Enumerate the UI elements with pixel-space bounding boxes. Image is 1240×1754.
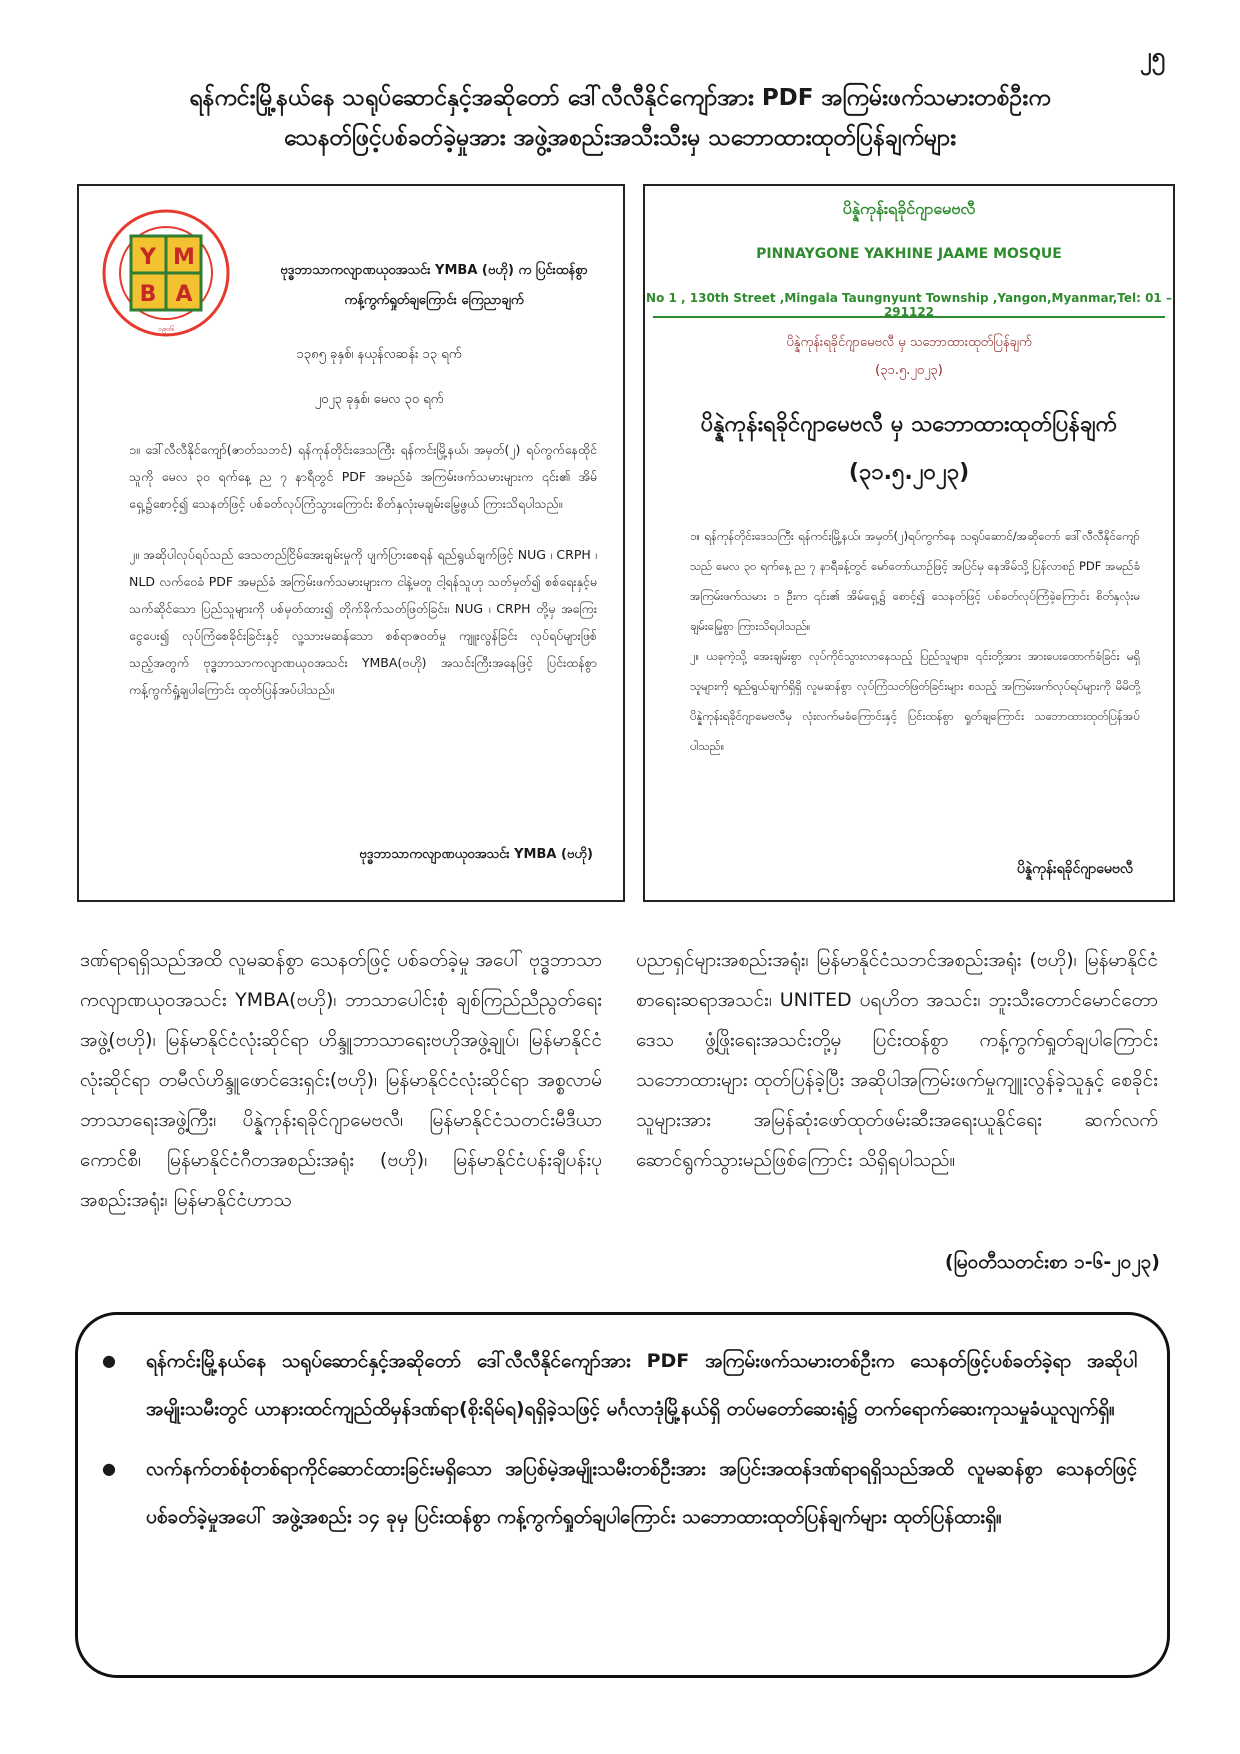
mosque-name-mm: ပိန္နဲကုန်းရခိုင်ဂျာမေဗလီ — [842, 199, 976, 218]
logo-year: ၁၉၀၆ — [158, 325, 174, 333]
summary-bullet-1: ● ရန်ကင်းမြို့နယ်နေ သရုပ်ဆောင်နှင့်အဆိုတော် ဒေါ်လီလီနိုင်ကျော်အား PDF အကြမ်းဖက်သမားတစ်ဦးက သေနတ်ဖြင့်ပစ်ခတ်ခဲ့ရာ အဆိုပါအမျိုးသမီးတွင် ယာနားထင်ကျည်ထိမှန်ဒဏ်ရာ(စိုးရိမ်ရ)ရရှိခဲ့သဖြင့် မင်္ဂလာဒုံမြို့နယ်ရှိ တပ်မတော်ဆေးရုံ၌ တက်ရောက်ဆေးကုသမှုခံယူလျက်ရှိ။ — [146, 1337, 1137, 1433]
mosque-title-line-1: ပိန္နဲကုန်းရခိုင်ဂျာမေဗလီ မှ သဘောထားထုတ်ပြန်ချက် — [700, 412, 1118, 437]
summary-list — [78, 1315, 1167, 1541]
headline-line-2: သေနတ်ဖြင့်ပစ်ခတ်ခဲ့မှုအား အဖွဲ့အစည်းအသီးသီးမှ သဘောထားထုတ်ပြန်ချက်များ — [283, 125, 957, 151]
mosque-subheading: ပိန္နဲကုန်းရခိုင်ဂျာမေဗလီ မှ သဘောထားထုတ်ပြန်ချက် — [786, 335, 1032, 350]
summary-box — [75, 1312, 1170, 1678]
mosque-address: No 1 , 130th Street ,Mingala Taungnyunt Township ,Yangon,Myanmar,Tel: 01 – 291122 — [646, 291, 1172, 319]
mosque-statement — [643, 184, 1175, 902]
logo-letter-y: Y — [140, 245, 156, 270]
mosque-name-en: PINNAYGONE YAKHINE JAAME MOSQUE — [756, 246, 1062, 262]
article-column-left: ဒဏ်ရာရရှိသည်အထိ လူမဆန်စွာ သေနတ်ဖြင့် ပစ်ခတ်ခဲ့မှု အပေါ် ဗုဒ္ဓဘာသာကလျာဏယုဝအသင်း YMBA(ဗဟို)၊ ဘာသာပေါင်းစုံ ချစ်ကြည်ညီညွတ်ရေးအဖွဲ့(ဗဟို)၊ မြန်မာနိုင်ငံလုံးဆိုင်ရာ ဟိန္ဒူဘာသာရေးဗဟိုအဖွဲ့ချုပ်၊ မြန်မာနိုင်ငံလုံးဆိုင်ရာ တမီလ်ဟိန္ဒူဖောင်ဒေးရှင်း(ဗဟို)၊ မြန်မာနိုင်ငံလုံးဆိုင်ရာ အစ္စလာမ်ဘာသာရေးအဖွဲ့ကြီး၊ ပိန္နဲကုန်းရခိုင်ဂျာမေဗလီ၊ မြန်မာနိုင်ငံသတင်းမီဒီယာကောင်စီ၊ မြန်မာနိုင်ငံဂီတအစည်းအရုံး (ဗဟို)၊ မြန်မာနိုင်ငံပန်းချီပန်းပုအစည်းအရုံး၊ မြန်မာနိုင်ငံဟာသ — [80, 949, 602, 1211]
mosque-divider — [653, 316, 1165, 318]
article-source: (မြဝတီသတင်းစာ ၁-၆-၂၀၂၃) — [944, 1251, 1160, 1273]
ymba-signature: ဗုဒ္ဓဘာသာကလျာဏယုဝအသင်း YMBA (ဗဟို) — [359, 847, 593, 862]
headline-line-1: ရန်ကင်းမြို့နယ်နေ သရုပ်ဆောင်နှင့်အဆိုတော် ဒေါ်လီလီနိုင်ကျော်အား PDF အကြမ်းဖက်သမားတစ်ဦးက — [189, 85, 1051, 111]
headline — [100, 78, 1140, 158]
mosque-paragraph-1: ၁။ ရန်ကုန်တိုင်းဒေသကြီး ရန်ကင်းမြို့နယ်၊ အမှတ်(၂)ရပ်ကွက်နေ သရုပ်ဆောင်/အဆိုတော် ဒေါ်လီလီနိုင်ကျော် သည် မေလ ၃၀ ရက်နေ့ ည ၇ နာရီခန့်တွင် မော်တော်ယာဉ်ဖြင့် အပြင်မှ နေအိမ်သို့ ပြန်လာစဉ် PDF အမည်ခံအကြမ်းဖက်သမား ၁ ဦးက ၎င်း၏ အိမ်ရှေ့၌ စောင့်၍ သေနတ်ဖြင့် ပစ်ခတ်လုပ်ကြံခဲ့ကြောင်း စိတ်နှလုံးမချမ်းမြေ့စွာ ကြားသိရပါသည်။ — [690, 529, 1140, 633]
ymba-paragraph-1: ၁။ ဒေါ်လီလီနိုင်ကျော်(ဇာတ်သဘင်) ရန်ကုန်တိုင်းဒေသကြီး ရန်ကင်းမြို့နယ်၊ အမှတ်(၂) ရပ်ကွက်နေထိုင်သူကို မေလ ၃၀ ရက်နေ့ ည ၇ နာရီတွင် PDF အမည်ခံ အကြမ်းဖက်သမားများက ၎င်း၏ အိမ်ရှေ့၌စောင့်၍ သေနတ်ဖြင့် ပစ်ခတ်လုပ်ကြံသွားကြောင်း စိတ်နှလုံးမချမ်းမြေ့ဖွယ် ကြားသိရပါသည်။ — [129, 442, 597, 511]
mosque-signature: ပိန္နဲကုန်းရခိုင်ဂျာမေဗလီ — [1016, 861, 1133, 877]
logo-letter-a: A — [175, 282, 193, 307]
mosque-subheading-date: (၃၁.၅.၂၀၂၃) — [875, 363, 943, 378]
ymba-statement — [77, 184, 625, 902]
logo-letter-m: M — [173, 245, 195, 270]
ymba-title-line-2: ကန့်ကွက်ရှုတ်ချကြောင်း ကြေညာချက် — [344, 293, 524, 308]
ymba-logo — [101, 208, 231, 338]
mosque-title-line-2: (၃၁.၅.၂၀၂၃) — [848, 460, 970, 485]
ymba-paragraph-2: ၂။ အဆိုပါလုပ်ရပ်သည် ဒေသတည်ငြိမ်အေးချမ်းမှုကို ပျက်ပြားစေရန် ရည်ရွယ်ချက်ဖြင့် NUG ၊ CRPH ၊ NLD လက်ဝေခံ PDF အမည်ခံ အကြမ်းဖက်သမားများက ငါနဲ့မတူ ငါ့ရန်သူဟု သတ်မှတ်၍ စစ်ရေးနှင့်မသက်ဆိုင်သော ပြည်သူများကို ပစ်မှတ်ထား၍ တိုက်ခိုက်သတ်ဖြတ်ခြင်း၊ NUG ၊ CRPH တို့မှ အကြေးငွေပေး၍ လုပ်ကြံစေခိုင်းခြင်းနှင့် လူ့သားမဆန်သော စစ်ရာဇဝတ်မှု ကျူးလွန်ခြင်း လုပ်ရပ်များဖြစ်သည့်အတွက် ဗုဒ္ဓဘာသာကလျာဏယုဝအသင်း YMBA(ဗဟို) အသင်းကြီးအနေဖြင့် ပြင်းထန်စွာကန့်ကွက်ရှုံ့ချပါကြောင်း ထုတ်ပြန်အပ်ပါသည်။ — [129, 547, 597, 697]
logo-letter-b: B — [139, 282, 157, 307]
ymba-date-mm: ၁၃၈၅ ခုနှစ်၊ နယုန်လဆန်း ၁၃ ရက် — [296, 347, 462, 362]
ymba-date-ce: ၂၀၂၃ ခုနှစ်၊ မေလ ၃၀ ရက် — [314, 392, 444, 407]
summary-bullet-2: ● လက်နက်တစ်စုံတစ်ရာကိုင်ဆောင်ထားခြင်းမရှိသော အပြစ်မဲ့အမျိုးသမီးတစ်ဦးအား အပြင်းအထန်ဒဏ်ရာရရှိသည်အထိ လူမဆန်စွာ သေနတ်ဖြင့် ပစ်ခတ်ခဲ့မှုအပေါ် အဖွဲ့အစည်း ၁၄ ခုမှ ပြင်းထန်စွာ ကန့်ကွက်ရှုတ်ချပါကြောင်း သဘောထားထုတ်ပြန်ချက်များ ထုတ်ပြန်ထားရှိ။ — [146, 1445, 1137, 1541]
ymba-title — [269, 256, 599, 316]
article-column-right: ပညာရှင်များအစည်းအရုံး၊ မြန်မာနိုင်ငံသဘင်အစည်းအရုံး (ဗဟို)၊ မြန်မာနိုင်ငံစာရေးဆရာအသင်း၊ UNITED ပရဟိတ အသင်း၊ ဘူးသီးတောင်မောင်တောဒေသ ဖွံ့ဖြိုးရေးအသင်းတို့မှ ပြင်းထန်စွာ ကန့်ကွက်ရှုတ်ချပါကြောင်း သဘောထားများ ထုတ်ပြန်ခဲ့ပြီး အဆိုပါအကြမ်းဖက်မှုကျူးလွန်ခဲ့သူနှင့် စေခိုင်းသူများအား အမြန်ဆုံးဖော်ထုတ်ဖမ်းဆီးအရေးယူနိုင်ရေး ဆက်လက်ဆောင်ရွက်သွားမည်ဖြစ်ကြောင်း သိရှိရပါသည်။ — [636, 949, 1158, 1171]
page-number: ၂၅ — [1139, 42, 1165, 70]
mosque-paragraph-2: ၂။ ယခုကဲ့သို့ အေးချမ်းစွာ လုပ်ကိုင်သွားလာနေသည့် ပြည်သူများ၊ ၎င်းတို့အား အားပေးထောက်ခံခြင်း မရှိသူများကို ရည်ရွယ်ချက်ရှိရှိ လူမဆန်စွာ လုပ်ကြံသတ်ဖြတ်ခြင်းများ စသည့် အကြမ်းဖက်လုပ်ရပ်များကို မိမိတို့ ပိန္နဲကုန်းရခိုင်ဂျာမေဗလီမှ လုံးလက်မခံကြောင်းနှင့် ပြင်းထန်စွာ ရှုတ်ချကြောင်း သဘောထားထုတ်ပြန်အပ်ပါသည်။ — [690, 649, 1140, 753]
ymba-title-line-1: ဗုဒ္ဓဘာသာကလျာဏယုဝအသင်း YMBA (ဗဟို) က ပြင်းထန်စွာ — [280, 263, 588, 278]
